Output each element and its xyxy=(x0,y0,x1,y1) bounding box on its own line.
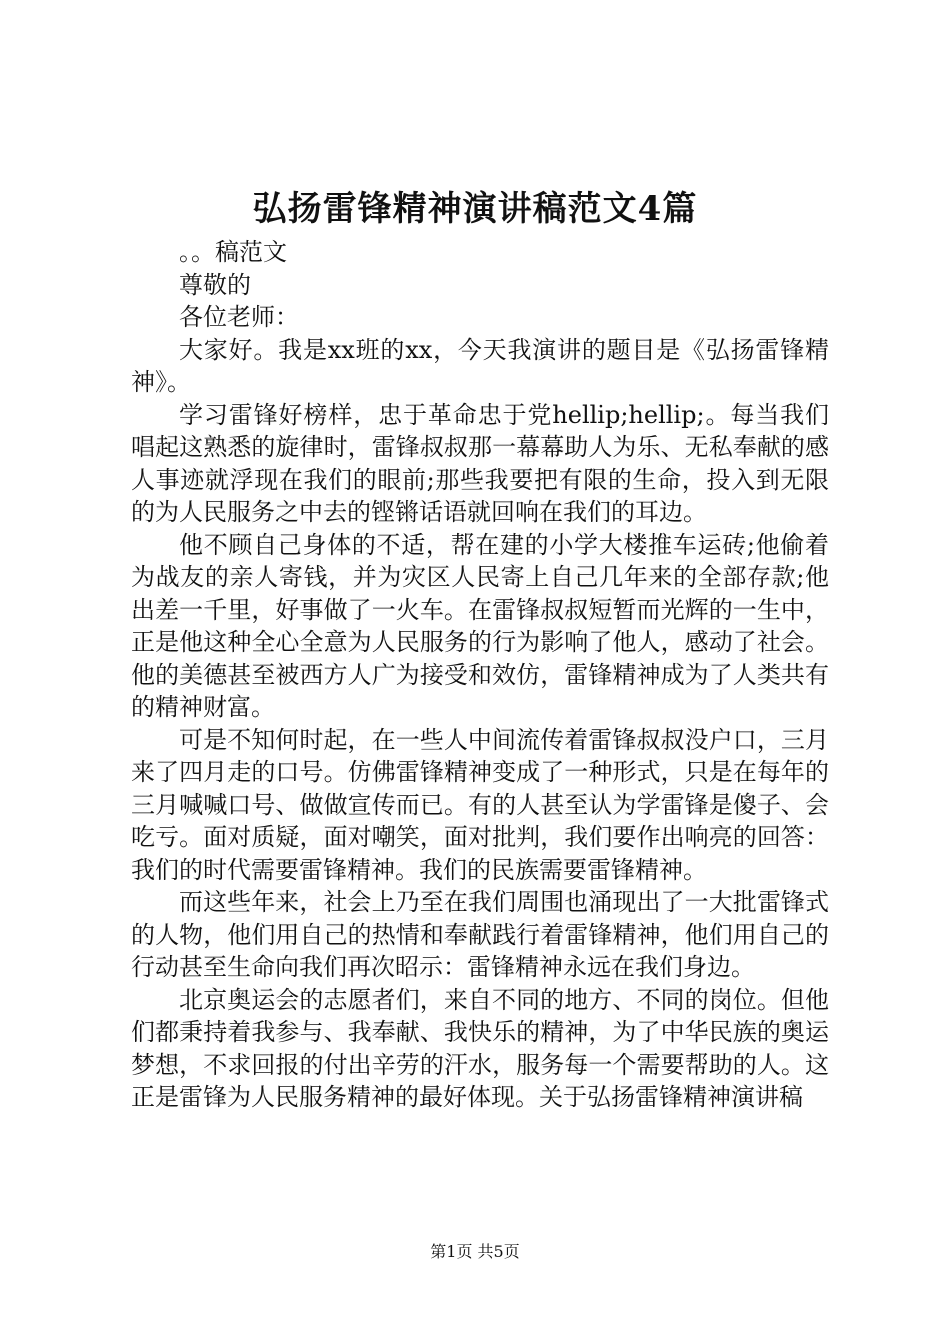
document-body xyxy=(131,236,829,1114)
paragraph: 学习雷锋好榜样，忠于革命忠于党hellip;hellip;。每当我们唱起这熟悉的旋律时，雷锋叔叔那一幕幕助人为乐、无私奉献的感人事迹就浮现在我们的眼前;那些我要把有限的生命，投入到无限的为人民服务之中去的铿锵话语就回响在我们的耳边。 xyxy=(131,400,829,526)
paragraph: 而这些年来，社会上乃至在我们周围也涌现出了一大批雷锋式的人物，他们用自己的热情和奉献践行着雷锋精神，他们用自己的行动甚至生命向我们再次昭示：雷锋精神永远在我们身边。 xyxy=(131,888,829,981)
paragraph: 可是不知何时起，在一些人中间流传着雷锋叔叔没户口，三月来了四月走的口号。仿佛雷锋精神变成了一种形式，只是在每年的三月喊喊口号、做做宣传而已。有的人甚至认为学雷锋是傻子、会吃亏。面对质疑，面对嘲笑，面对批判，我们要作出响亮的回答：我们的时代需要雷锋精神。我们的民族需要雷锋精神。 xyxy=(131,725,829,884)
paragraph: 尊敬的 xyxy=(179,270,251,299)
page-footer: 第1页 共5页 xyxy=(430,1242,520,1261)
paragraph: 北京奥运会的志愿者们，来自不同的地方、不同的岗位。但他们都秉持着我参与、我奉献、我快乐的精神，为了中华民族的奥运梦想，不求回报的付出辛劳的汗水，服务每一个需要帮助的人。这正是雷锋为人民服务精神的最好体现。关于弘扬雷锋精神演讲稿 xyxy=(131,985,829,1111)
paragraph: 大家好。我是xx班的xx，今天我演讲的题目是《弘扬雷锋精神》。 xyxy=(131,335,829,396)
document-title: 弘扬雷锋精神演讲稿范文4篇 xyxy=(252,189,698,229)
paragraph: 他不顾自己身体的不适，帮在建的小学大楼推车运砖;他偷着为战友的亲人寄钱，并为灾区人民寄上自己几年来的全部存款;他出差一千里，好事做了一火车。在雷锋叔叔短暂而光辉的一生中，正是他这种全心全意为人民服务的行为影响了他人，感动了社会。他的美德甚至被西方人广为接受和效仿，雷锋精神成为了人类共有的精神财富。 xyxy=(131,530,829,721)
paragraph: 各位老师： xyxy=(179,303,299,331)
paragraph: 。。稿范文 xyxy=(179,238,287,266)
